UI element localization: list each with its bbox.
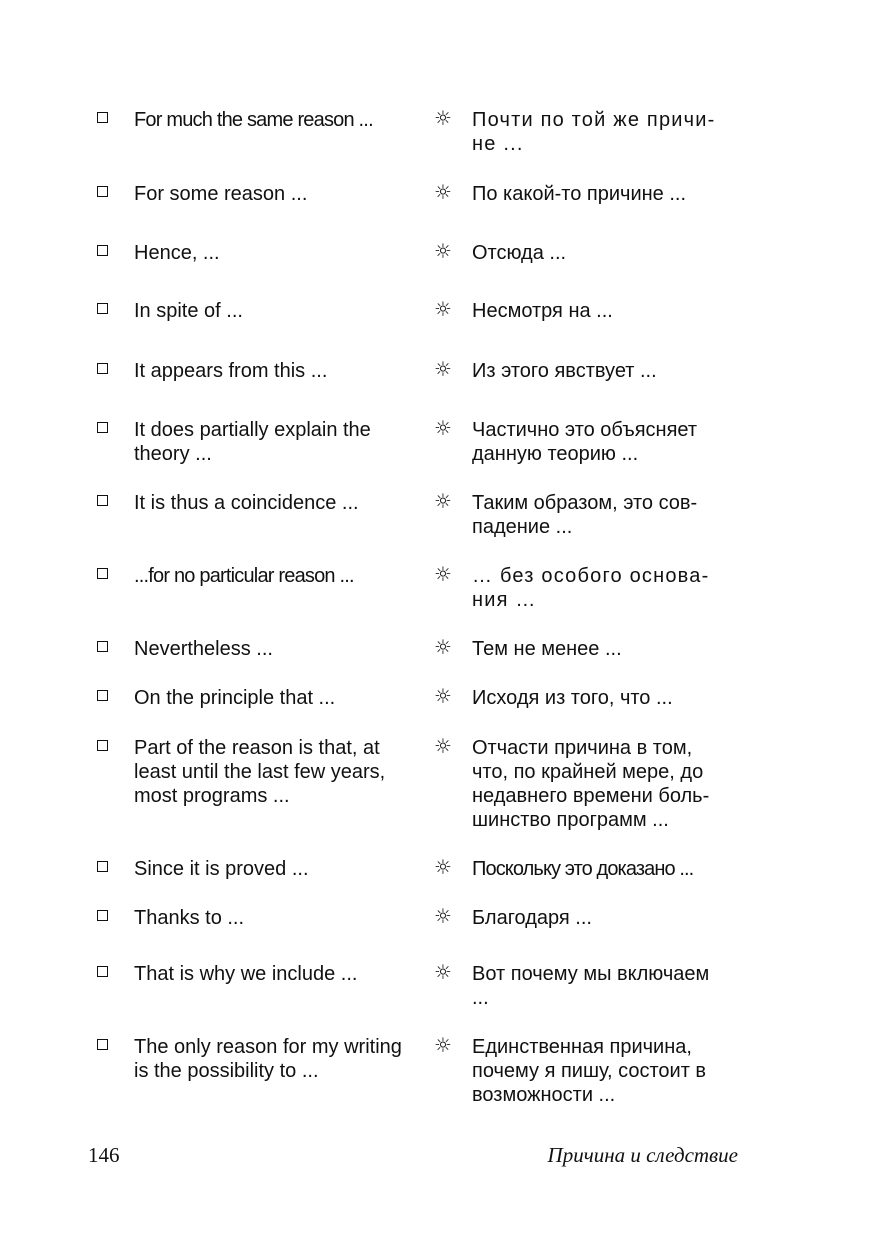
english-phrase: It does partially explain the theory ... [134, 419, 371, 465]
russian-phrase: Тем не менее ... [472, 638, 622, 660]
sun-bullet-icon: ☼ [434, 416, 452, 440]
page-number: 146 [88, 1143, 120, 1167]
checkbox-bullet-icon [97, 1039, 108, 1050]
sun-bullet-icon: ☼ [434, 635, 452, 659]
russian-phrase: Отчасти причина в том, что, по крайней мере, до недавнего времени боль- шинство программ ... [472, 737, 710, 831]
english-phrase: For much the same reason ... [134, 109, 373, 131]
english-phrase: It is thus a coincidence ... [134, 492, 359, 514]
checkbox-bullet-icon [97, 422, 108, 433]
english-phrase: The only reason for my writing is the possibility to ... [134, 1036, 402, 1082]
sun-bullet-icon: ☼ [434, 960, 452, 984]
sun-bullet-icon: ☼ [434, 106, 452, 130]
sun-bullet-icon: ☼ [434, 734, 452, 758]
russian-phrase: Поскольку это доказано ... [472, 858, 694, 880]
sun-bullet-icon: ☼ [434, 489, 452, 513]
russian-phrase: Почти по той же причи- не ... [472, 109, 716, 155]
checkbox-bullet-icon [97, 740, 108, 751]
checkbox-bullet-icon [97, 245, 108, 256]
sun-bullet-icon: ☼ [434, 562, 452, 586]
sun-bullet-icon: ☼ [434, 904, 452, 928]
checkbox-bullet-icon [97, 112, 108, 123]
russian-phrase: Таким образом, это сов- падение ... [472, 492, 698, 538]
english-phrase: Hence, ... [134, 242, 220, 264]
checkbox-bullet-icon [97, 690, 108, 701]
checkbox-bullet-icon [97, 568, 108, 579]
russian-phrase: Отсюда ... [472, 242, 567, 264]
sun-bullet-icon: ☼ [434, 239, 452, 263]
english-phrase: ...for no particular reason ... [134, 565, 354, 587]
sun-bullet-icon: ☼ [434, 684, 452, 708]
english-phrase: That is why we include ... [134, 963, 358, 985]
russian-phrase: Частично это объясняет данную теорию ... [472, 419, 698, 465]
english-phrase: Thanks to ... [134, 907, 245, 929]
checkbox-bullet-icon [97, 861, 108, 872]
sun-bullet-icon: ☼ [434, 855, 452, 879]
checkbox-bullet-icon [97, 363, 108, 374]
sun-bullet-icon: ☼ [434, 180, 452, 204]
sun-bullet-icon: ☼ [434, 1033, 452, 1057]
sun-bullet-icon: ☼ [434, 297, 452, 321]
russian-phrase: По какой-то причине ... [472, 183, 687, 205]
russian-phrase: Благодаря ... [472, 907, 592, 929]
checkbox-bullet-icon [97, 966, 108, 977]
english-phrase: On the principle that ... [134, 687, 336, 709]
checkbox-bullet-icon [97, 495, 108, 506]
russian-phrase: Единственная причина, почему я пишу, состоит в возможности ... [472, 1036, 707, 1106]
russian-phrase: … без особого основа- ния … [472, 565, 710, 611]
checkbox-bullet-icon [97, 641, 108, 652]
checkbox-bullet-icon [97, 186, 108, 197]
section-title: Причина и следствие [547, 1143, 738, 1167]
english-phrase: In spite of ... [134, 300, 243, 322]
russian-phrase: Несмотря на ... [472, 300, 613, 322]
english-phrase: Part of the reason is that, at least until the last few years, most programs ... [134, 737, 386, 807]
english-phrase: Nevertheless ... [134, 638, 273, 660]
russian-phrase: Из этого явствует ... [472, 360, 657, 382]
checkbox-bullet-icon [97, 910, 108, 921]
english-phrase: For some reason ... [134, 183, 308, 205]
russian-phrase: Вот почему мы включаем ... [472, 963, 710, 1009]
checkbox-bullet-icon [97, 303, 108, 314]
sun-bullet-icon: ☼ [434, 357, 452, 381]
russian-phrase: Исходя из того, что ... [472, 687, 673, 709]
english-phrase: It appears from this ... [134, 360, 328, 382]
english-phrase: Since it is proved ... [134, 858, 309, 880]
